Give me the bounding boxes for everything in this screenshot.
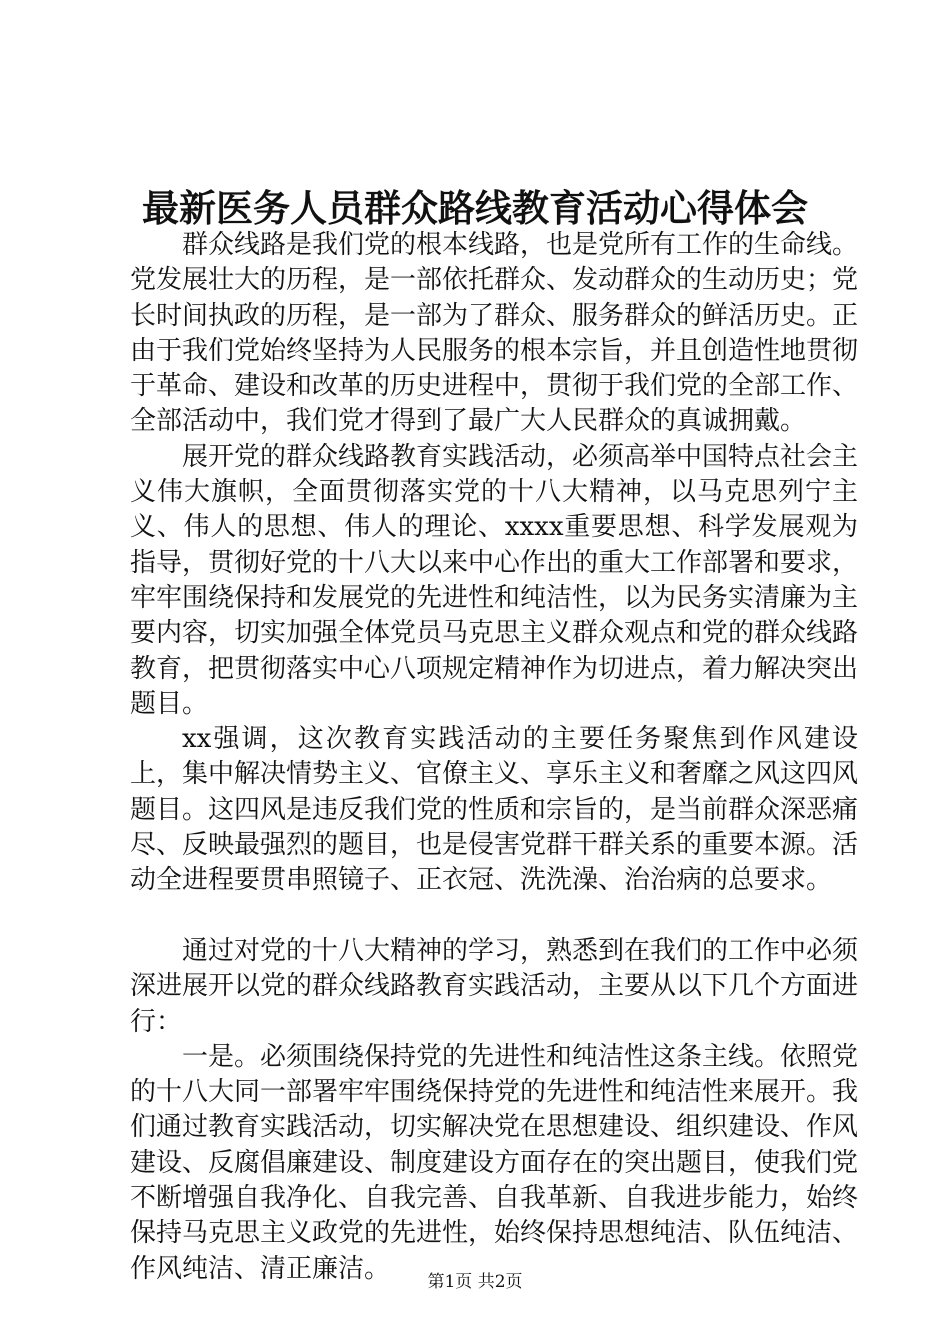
paragraph-3: xx强调，这次教育实践活动的主要任务聚焦到作风建设上，集中解决情势主义、官僚主义、享乐主义和奢靡之风这四风题目。这四风是违反我们党的性质和宗旨的，是当前群众深恶痛尽、反映最强烈的题目，也是侵害党群干群关系的重要本源。活动全进程要贯串照镜子、正衣冠、洗洗澡、治治病的总要求。: [130, 724, 859, 896]
paragraph-5: 一是。必须围绕保持党的先进性和纯洁性这条主线。依照党的十八大同一部署牢牢围绕保持党的先进性和纯洁性来展开。我们通过教育实践活动，切实解决党在思想建设、组织建设、作风建设、反腐倡廉建设、制度建设方面存在的突出题目，使我们党不断增强自我净化、自我完善、自我革新、自我进步能力，始终保持马克思主义政党的先进性，始终保持思想纯洁、队伍纯洁、作风纯洁、清正廉洁。: [130, 1041, 859, 1284]
paragraph-4: 通过对党的十八大精神的学习，熟悉到在我们的工作中必须深进展开以党的群众线路教育实践活动，主要从以下几个方面进行：: [130, 935, 859, 1037]
paragraph-2: 展开党的群众线路教育实践活动，必须高举中国特点社会主义伟大旗帜，全面贯彻落实党的十八大精神，以马克思列宁主义、伟人的思想、伟人的理论、xxxx重要思想、科学发展观为指导，贯彻好党的十八大以来中心作出的重大工作部署和要求，牢牢围绕保持和发展党的先进性和纯洁性，以为民务实清廉为主要内容，切实加强全体党员马克思主义群众观点和党的群众线路教育，把贯彻落实中心八项规定精神作为切进点，着力解决突出题目。: [130, 441, 859, 719]
paragraph-1: 群众线路是我们党的根本线路，也是党所有工作的生命线。党发展壮大的历程，是一部依托群众、发动群众的生动历史；党长时间执政的历程，是一部为了群众、服务群众的鲜活历史。正由于我们党始终坚持为人民服务的根本宗旨，并且创造性地贯彻于革命、建设和改革的历史进程中，贯彻于我们党的全部工作、全部活动中，我们党才得到了最广大人民群众的真诚拥戴。: [130, 230, 859, 437]
page-footer: 第1页 共2页: [427, 1272, 523, 1292]
paragraph-spacer: [130, 899, 858, 934]
document-title: 最新医务人员群众路线教育活动心得体会: [142, 186, 808, 230]
document-body: [130, 228, 858, 1287]
